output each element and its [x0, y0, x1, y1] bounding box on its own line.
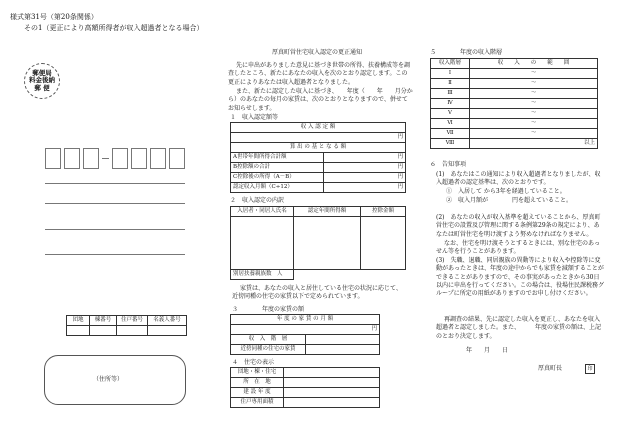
notice-body-2: また、新たに認定した収入に基づき、 年度（ 年 月分から）のあなたの毎月の家賃は、次のとおりとなりますので、併せてお知らせします。	[228, 88, 413, 112]
notice-item-3: (3) 失職、退職、同居親族の異動等により収入や控除等に変動があったときは、年度の途中からでも家賃を減額することができることがありますので、その事実があったときから30日以内に申出を行ってください。この場合は、役場住民課税務グループに所定の用紙がありますのでお申し付けください。	[436, 257, 605, 298]
rent-table: 年 度 の 家 賃 の 月 額 円 収 入 階 層 近傍同種の住宅の家賃	[230, 314, 380, 355]
section6-heading: ６ 告知事項	[430, 161, 467, 168]
section3-heading: ３ 年度の家賃の額	[232, 306, 305, 313]
stamp-line1: 郵便局	[32, 68, 52, 77]
housing-table: 団地・棟・住宅 所 在 地 建 設 年 度 住戸専用面積	[230, 367, 380, 408]
notice-item-1: (1) あなたはこの通知により収入超過者となりましたが、収入超過者の認定基準は、次のとおりです。	[436, 171, 601, 187]
signer: 厚真町長	[538, 365, 563, 372]
closing-statement: 再調査の結果、先に認定した収入を更正し、あなたを収入超過者と認定しました。また、 年度の家賃の額は、上記のとおり決定します。	[436, 316, 602, 340]
notice-item-2-note: なお、住宅を明け渡そうとするときには、別な住宅のあっせん等を行うことがあります。	[436, 240, 600, 256]
income-table: 収 入 認 定 額 円 算 出 の 基 と な る 額 A世帯年間所得合計額 円 B控除額の合計 円 C控除後の所得（A－B） 円 認定収入月額（C÷12） 円	[230, 122, 406, 193]
income-breakdown-table: 入居者・同居人氏名 認定年間所得額 控除金額 別居扶養親族数 人	[230, 206, 406, 280]
address-line-1	[45, 183, 185, 184]
income-level-table: 収入階層 収 入 の 範 囲 Ⅰ ～ Ⅱ ～ Ⅲ ～ Ⅳ ～ Ⅴ ～ Ⅵ ～ Ⅶ ～ Ⅷ 以上	[430, 58, 598, 149]
tenant-code-table: 団地 棟番号 住戸番号 名義人番号	[66, 315, 187, 336]
section1-heading: １ 収入認定額等	[230, 114, 279, 121]
address-line-2	[45, 203, 185, 204]
notice-item-1b: ② 収入月額が 円を超えていること。	[446, 197, 573, 204]
address-line-3	[45, 229, 185, 230]
address-window: （住所等）	[44, 355, 186, 405]
issue-date: 年 月 日	[466, 347, 509, 354]
stamp-line2: 料金後納	[29, 76, 55, 85]
section4-heading: ４ 住宅の表示	[232, 359, 275, 366]
form-subtitle: その1（更正により高額所得者が収入超過者となる場合）	[24, 24, 204, 32]
stamp-line3: 郵 便	[34, 83, 50, 92]
notice-item-1a: ① 入居して から3年を経過していること。	[446, 188, 566, 195]
postage-stamp	[24, 63, 60, 99]
postal-code-boxes	[45, 148, 185, 169]
official-seal: 印	[585, 364, 595, 374]
address-line-4	[45, 254, 185, 255]
form-number: 様式第31号（第20条関係）	[10, 13, 98, 21]
notice-body: 先に申出がありました意見に基づき世帯の所得、扶養構成等を調査したところ、新たにあなたの収入を次のとおり認定します。この更正によりあなたは収入超過者となりました。	[228, 62, 411, 86]
rent-note: 家賃は、あなたの収入と居住している住宅の状況に応じて、近傍同種の住宅の家賃以下で定められています。	[232, 285, 402, 301]
notice-title: 厚真町営住宅収入認定の更正通知	[272, 49, 363, 56]
section5-heading: ５ 年度の収入階層	[430, 49, 503, 56]
notice-item-2: (2) あなたの収入が収入基準を超えていることから、厚真町営住宅の設置及び管理に関する条例第29条の規定により、あなたは町営住宅を明け渡すよう努めなければなりません。	[436, 214, 601, 238]
section2-heading: ２ 収入認定の内訳	[230, 197, 285, 204]
